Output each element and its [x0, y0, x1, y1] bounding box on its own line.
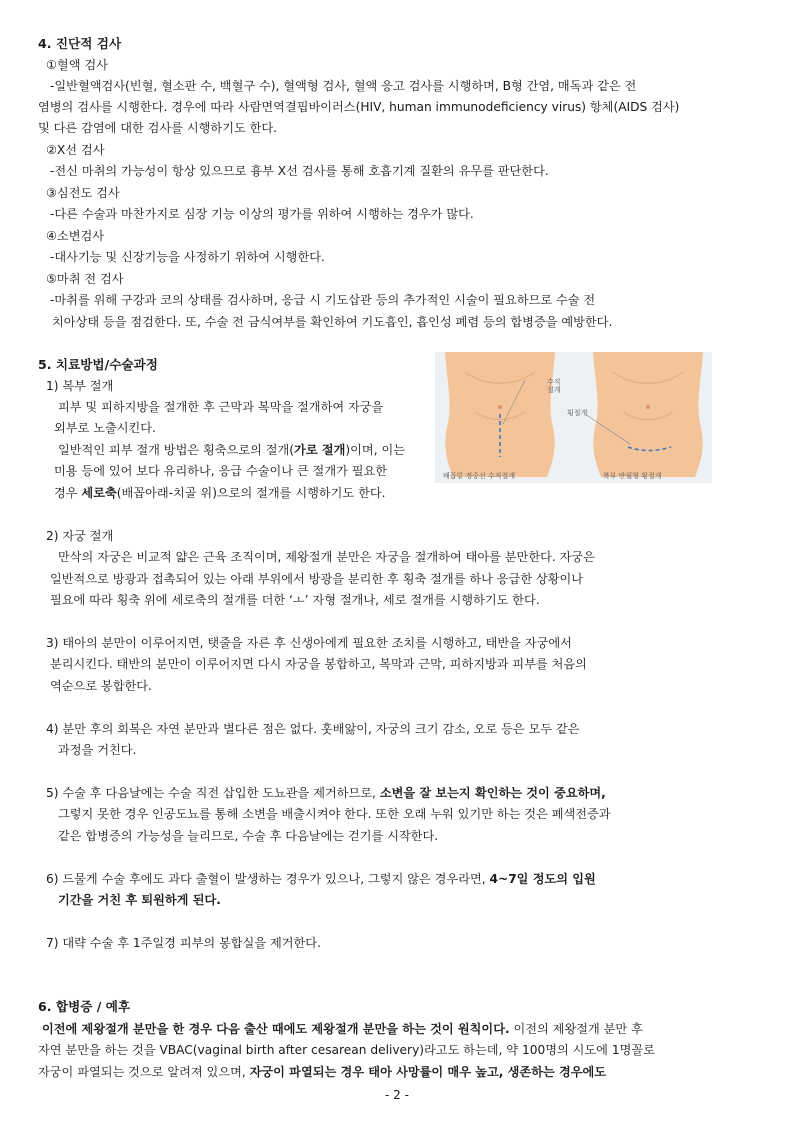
pre-anesthesia-label: ⑤마취 전 검사 — [46, 272, 124, 286]
step-6-line-1: 6) 드물게 수술 후에도 과다 출혈이 발생하는 경우가 있으나, 그렇지 않은 경우라면, 4~7일 정도의 입원 — [46, 872, 596, 886]
ecg-label: ③심전도 검사 — [46, 186, 120, 200]
vertical-incision-label: 수직 절개 — [547, 378, 561, 394]
prognosis-line-3: 자궁이 파열되는 것으로 알려져 있으며, 자궁이 파열되는 경우 태아 사망률이 매우 높고, 생존하는 경우에도 — [38, 1065, 607, 1079]
right-navel — [646, 405, 650, 409]
right-torso-shape — [593, 352, 703, 477]
xray-line-1: -전신 마취의 가능성이 항상 있으므로 흉부 X선 검사를 통해 호흡기계 질환의 유무를 판단한다. — [50, 164, 549, 178]
step-1-line-1: 피부 및 피하지방을 절개한 후 근막과 복막을 절개하여 자궁을 — [58, 400, 384, 414]
step-6-line-2: 기간을 거친 후 퇴원하게 된다. — [58, 893, 221, 907]
pre-anesthesia-line-1: -마취를 위해 구강과 코의 상태를 검사하며, 응급 시 기도삽관 등의 추가적인 시술이 필요하므로 수술 전 — [50, 293, 596, 307]
step-2-line-2: 일반적으로 방광과 접촉되어 있는 아래 부위에서 방광을 분리한 후 횡축 절개를 하나 응급한 상황이나 — [50, 572, 584, 586]
step-7-line-1: 7) 대략 수술 후 1주일경 피부의 봉합실을 제거한다. — [46, 936, 321, 950]
section-4-title: 4. 진단적 검사 — [38, 36, 122, 51]
figure-caption-right: 복부 반월형 횡절개 — [603, 472, 662, 480]
prognosis-line-1: 이전에 제왕절개 분만을 한 경우 다음 출산 때에도 제왕절개 분만을 하는 것이 원칙이다. 이전의 제왕절개 분만 후 — [42, 1022, 643, 1036]
step-5-line-3: 같은 합병증의 가능성을 늘리므로, 수술 후 다음날에는 걷기를 시작한다. — [58, 829, 439, 843]
pre-anesthesia-line-2: 치아상태 등을 점검한다. 또, 수술 전 금식여부를 확인하여 기도흡인, 흡인성 폐렴 등의 합병증을 예방한다. — [52, 315, 613, 329]
blood-test-line-1: -일반혈액검사(빈혈, 혈소판 수, 백혈구 수), 혈액형 검사, 혈액 응고 검사를 시행하며, B형 간염, 매독과 같은 전 — [50, 79, 637, 93]
step-3-line-3: 역순으로 봉합한다. — [50, 679, 152, 693]
step-3-line-1: 3) 태아의 분만이 이루어지면, 탯줄을 자른 후 신생아에게 필요한 조치를 시행하고, 태반을 자궁에서 — [46, 636, 572, 650]
step-1-line-5: 경우 세로축(배꼽아래-치골 위)으로의 절개를 시행하기도 한다. — [54, 486, 386, 500]
urine-line-1: -대사기능 및 신장기능을 사정하기 위하여 시행한다. — [50, 250, 325, 264]
step-2-label: 2) 자궁 절개 — [46, 529, 114, 543]
blood-test-line-3: 및 다른 감염에 대한 검사를 시행하기도 한다. — [38, 121, 278, 135]
section-6-title: 6. 합병증 / 예후 — [38, 999, 131, 1014]
pfannenstiel-incision-label: 횡절개 — [567, 409, 588, 417]
figure-caption-left: 배꼽밑 정중선 수직절개 — [443, 472, 516, 480]
step-4-line-1: 4) 분만 후의 회복은 자연 분만과 별다른 점은 없다. 훗배앓이, 자궁의 크기 감소, 오로 등은 모두 같은 — [46, 722, 580, 736]
left-navel — [498, 405, 502, 409]
page-number: - 2 - — [385, 1088, 409, 1102]
prognosis-line-2: 자연 분만을 하는 것을 VBAC(vaginal birth after cesarean delivery)라고도 하는데, 약 100명의 시도에 1명꼴로 — [38, 1043, 655, 1057]
section-5-title: 5. 치료방법/수술과정 — [38, 357, 158, 372]
step-5-line-2: 그렇지 못한 경우 인공도뇨를 통해 소변을 배출시켜야 한다. 또한 오래 누워 있기만 하는 것은 폐색전증과 — [58, 807, 611, 821]
step-3-line-2: 분리시킨다. 태반의 분만이 이루어지면 다시 자궁을 봉합하고, 복막과 근막, 피하지방과 피부를 처음의 — [50, 657, 587, 671]
step-4-line-2: 과정을 거친다. — [58, 743, 137, 757]
xray-label: ②X선 검사 — [46, 143, 105, 157]
step-5-line-1: 5) 수술 후 다음날에는 수술 직전 삽입한 도뇨관을 제거하므로, 소변을 잘 보는지 확인하는 것이 중요하며, — [46, 786, 606, 800]
urine-label: ④소변검사 — [46, 229, 105, 243]
blood-test-label: ①혈액 검사 — [46, 58, 108, 72]
step-2-line-3: 필요에 따라 횡축 위에 세로축의 절개를 더한 ‘ㅗ’ 자형 절개나, 세로 절개를 시행하기도 한다. — [50, 593, 540, 607]
blood-test-line-2: 염병의 검사를 시행한다. 경우에 따라 사람면역결핍바이러스(HIV, human immunodeficiency virus) 항체(AIDS 검사) — [38, 100, 680, 114]
step-1-label: 1) 복부 절개 — [46, 379, 114, 393]
step-1-line-2: 외부로 노출시킨다. — [54, 421, 156, 435]
step-2-line-1: 만삭의 자궁은 비교적 얇은 근육 조직이며, 제왕절개 분만은 자궁을 절개하여 태아를 분만한다. 자궁은 — [58, 550, 595, 564]
incision-figure — [435, 352, 712, 483]
ecg-line-1: -다른 수술과 마찬가지로 심장 기능 이상의 평가를 위하여 시행하는 경우가 많다. — [50, 207, 474, 221]
step-1-line-3: 일반적인 피부 절개 방법은 횡축으로의 절개(가로 절개)이며, 이는 — [58, 443, 405, 457]
step-1-line-4: 미용 등에 있어 보다 유리하나, 응급 수술이나 큰 절개가 필요한 — [54, 464, 388, 478]
